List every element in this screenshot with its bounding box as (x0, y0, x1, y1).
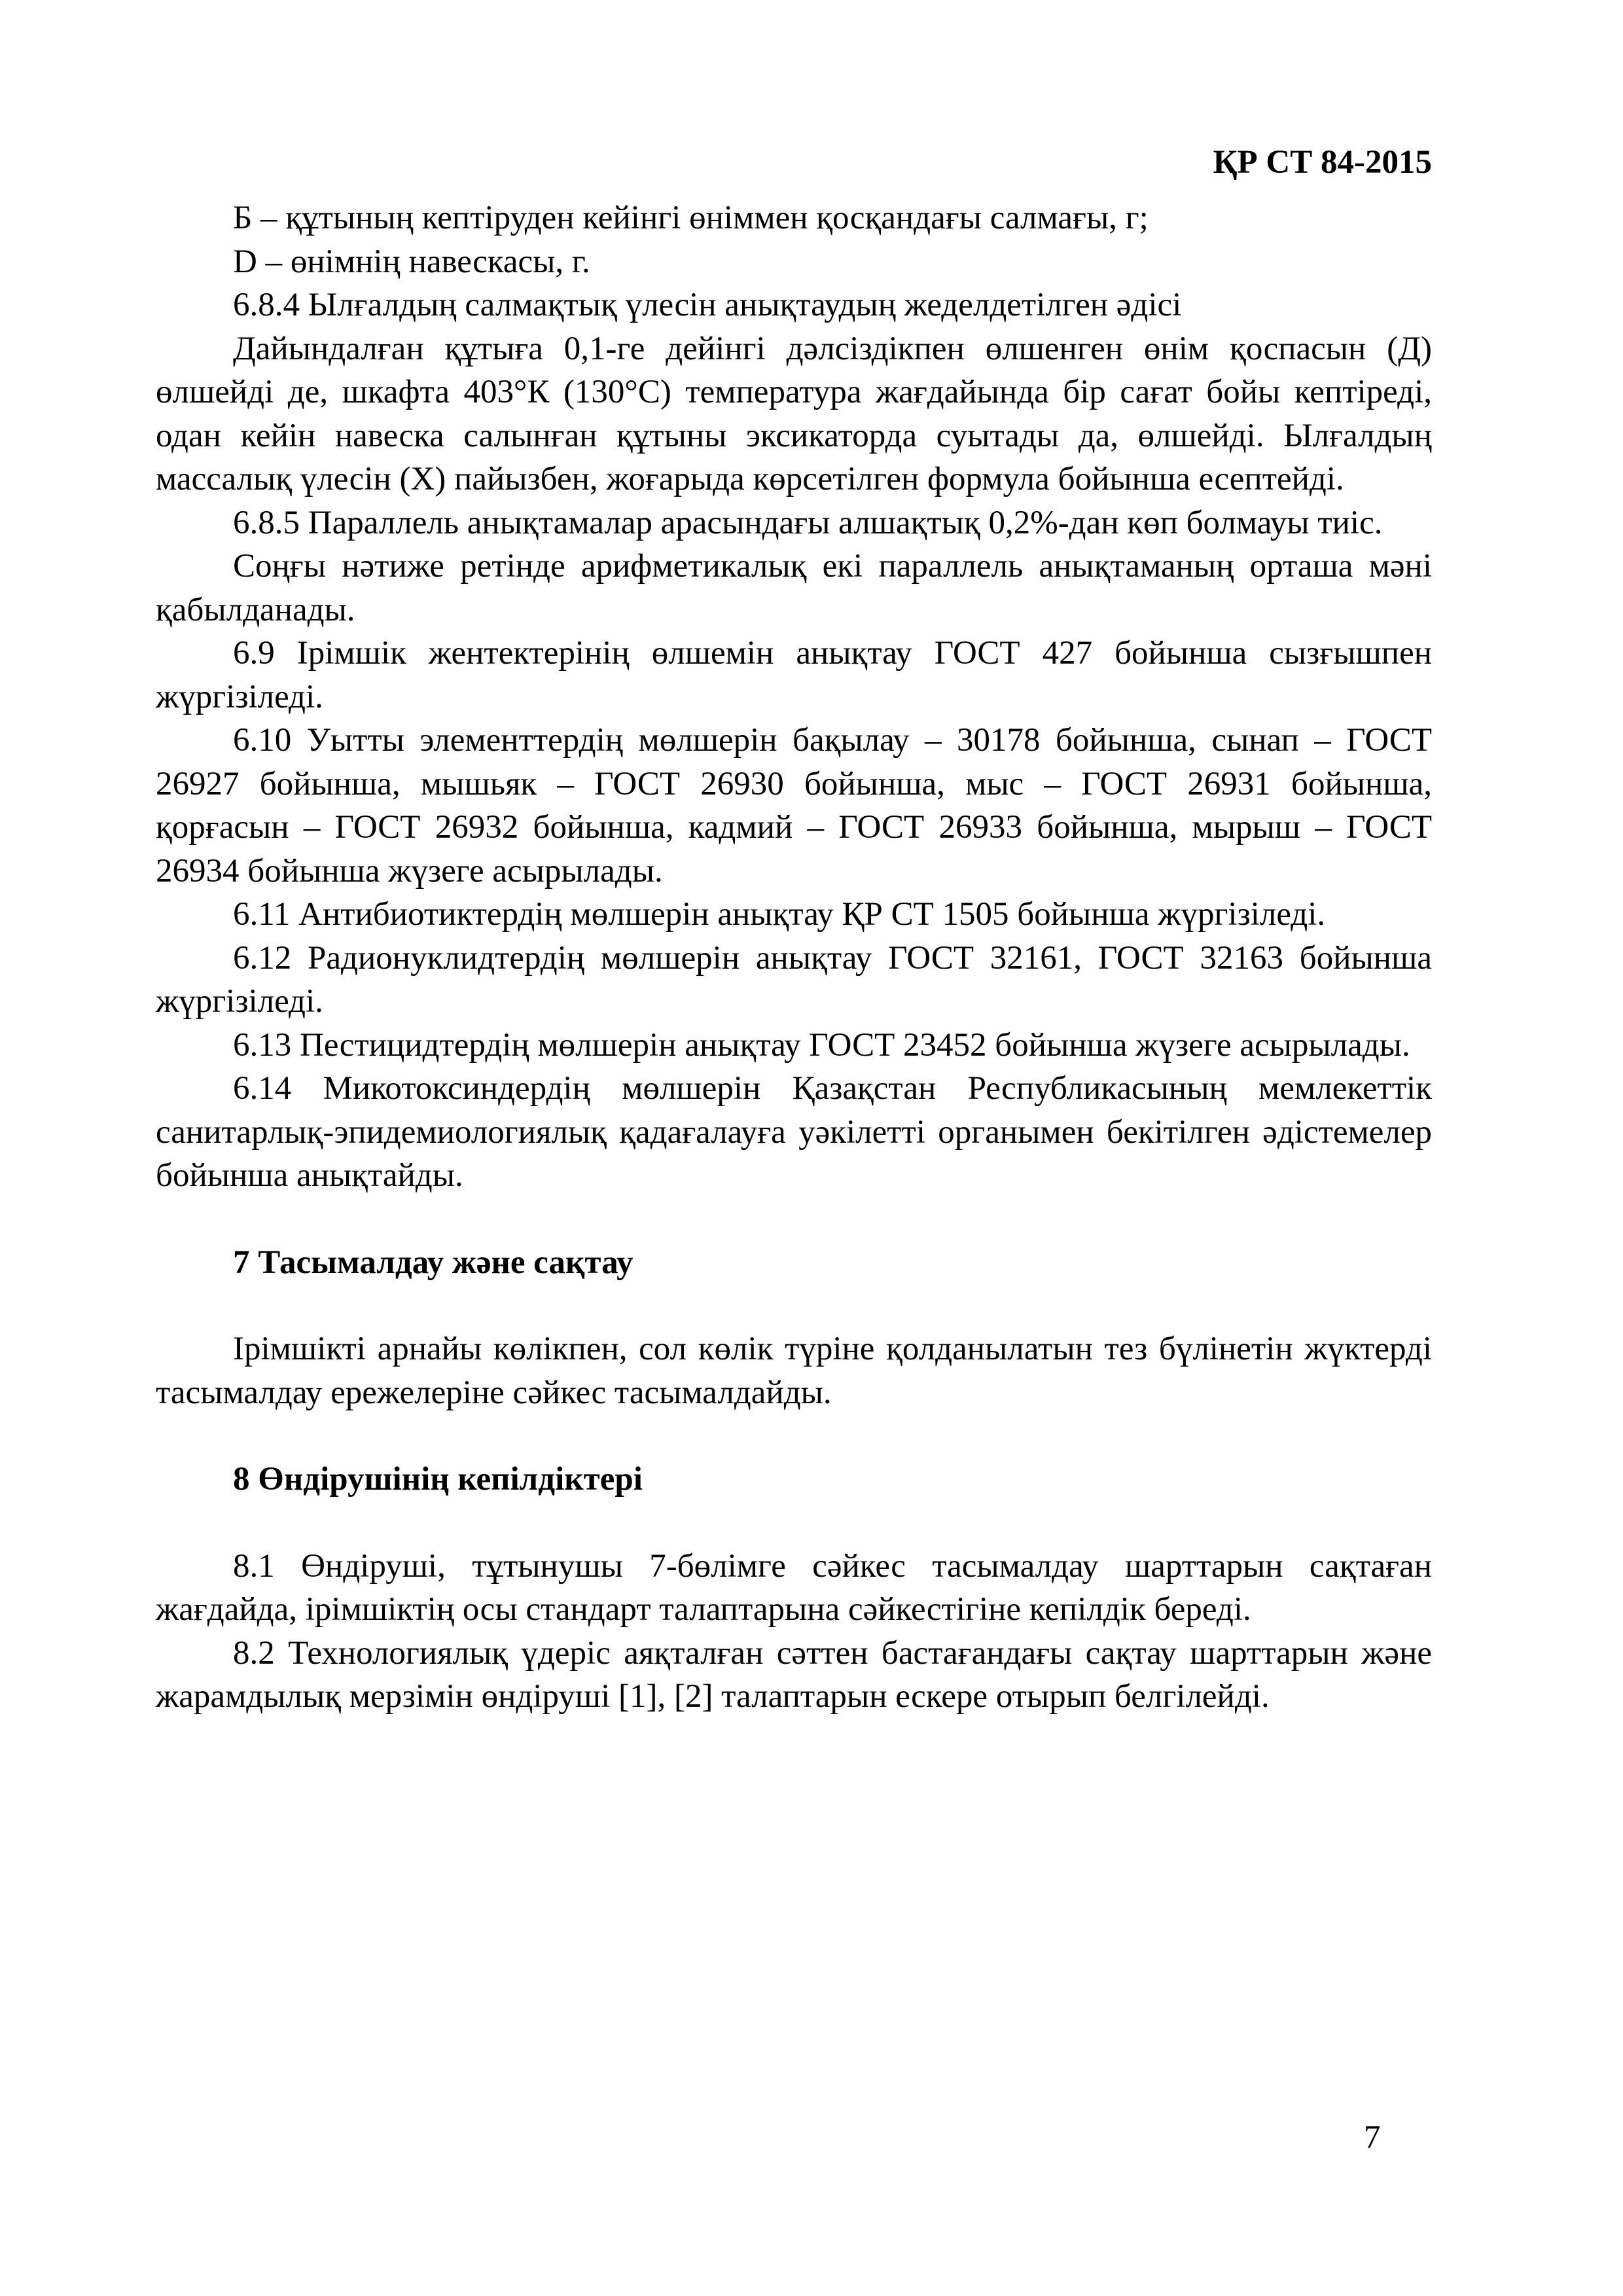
paragraph-6-10: 6.10 Уытты элементтердің мөлшерін бақылау – 30178 бойынша, сынап – ГОСТ 26927 бойынша, мышьяк – ГОСТ 26930 бойынша, мыс – ГОСТ 26931 бойынша, қорғасын – ГОСТ 26932 бойынша, кадмий – ГОСТ 26933 бойынша, мырыш – ГОСТ 26934 бойынша жүзеге асырылады. (156, 722, 1432, 889)
page-content (156, 196, 1432, 1719)
paragraph-6-8-5: 6.8.5 Параллель анықтамалар арасындағы алшақтық 0,2%-дан көп болмауы тиіс. (233, 504, 1383, 541)
page-number: 7 (1364, 2119, 1381, 2156)
paragraph-d-definition: D – өнімнің навескасы, г. (233, 243, 590, 280)
section-spacer (156, 1414, 1432, 1458)
document-code: ҚР СТ 84-2015 (1213, 144, 1432, 181)
paragraph-6-8-4-method: Дайындалған құтыға 0,1-ге дейінгі дәлсіздікпен өлшенген өнім қоспасын (Д) өлшейді де, шкафта 403°К (130°С) температура жағдайында бір сағат бойы кептіреді, одан кейін навеска салынған құтыны эксикаторда суытады да, өлшейді. Ылғалдың массалық үлесін (Х) пайызбен, жоғарыда көрсетілген формула бойынша есептейді. (156, 330, 1432, 497)
paragraph-7-text: Ірімшікті арнайы көлікпен, сол көлік түріне қолданылатын тез бүлінетін жүктерді тасымалдау ережелеріне сәйкес тасымалдайды. (156, 1331, 1432, 1411)
paragraph-6-9: 6.9 Ірімшік жентектерінің өлшемін анықтау ГОСТ 427 бойынша сызғышпен жүргізіледі. (156, 635, 1432, 715)
paragraph-8-1: 8.1 Өндіруші, тұтынушы 7-бөлімге сәйкес тасымалдау шарттарын сақтаған жағдайда, ірімшіктің осы стандарт талаптарына сәйкестігіне кепілдік береді. (156, 1547, 1432, 1628)
section-spacer (156, 1501, 1432, 1545)
paragraph-b-definition: Б – құтының кептіруден кейінгі өніммен қосқандағы салмағы, г; (233, 200, 1149, 236)
paragraph-6-8-4: 6.8.4 Ылғалдың салмақтық үлесін анықтаудың жеделдетілген әдісі (233, 287, 1182, 323)
paragraph-6-13: 6.13 Пестицидтердің мөлшерін анықтау ГОСТ 23452 бойынша жүзеге асырылады. (233, 1026, 1410, 1064)
paragraph-8-2: 8.2 Технологиялық үдеріс аяқталған сәттен бастағандағы сақтау шарттарын және жарамдылық мерзімін өндіруші [1], [2] талаптарын ескере отырып белгілейді. (156, 1634, 1432, 1715)
paragraph-6-11: 6.11 Антибиотиктердің мөлшерін анықтау ҚР СТ 1505 бойынша жүргізіледі. (233, 896, 1326, 933)
paragraph-6-12: 6.12 Радионуклидтердің мөлшерін анықтау ГОСТ 32161, ГОСТ 32163 бойынша жүргізіледі. (156, 939, 1432, 1020)
section-8-heading: 8 Өндірушінің кепілдіктері (233, 1461, 643, 1498)
paragraph-6-14: 6.14 Микотоксиндердің мөлшерін Қазақстан Республикасының мемлекеттік санитарлық-эпидемиологиялық қадағалауға уәкілетті органымен бекітілген әдістемелер бойынша анықтайды. (156, 1070, 1432, 1194)
section-spacer (156, 1284, 1432, 1327)
paragraph-final-result: Соңғы нәтиже ретінде арифметикалық екі параллель анықтаманың орташа мәні қабылданады. (156, 548, 1432, 628)
section-spacer (156, 1198, 1432, 1241)
section-7-heading: 7 Тасымалдау және сақтау (233, 1244, 633, 1281)
